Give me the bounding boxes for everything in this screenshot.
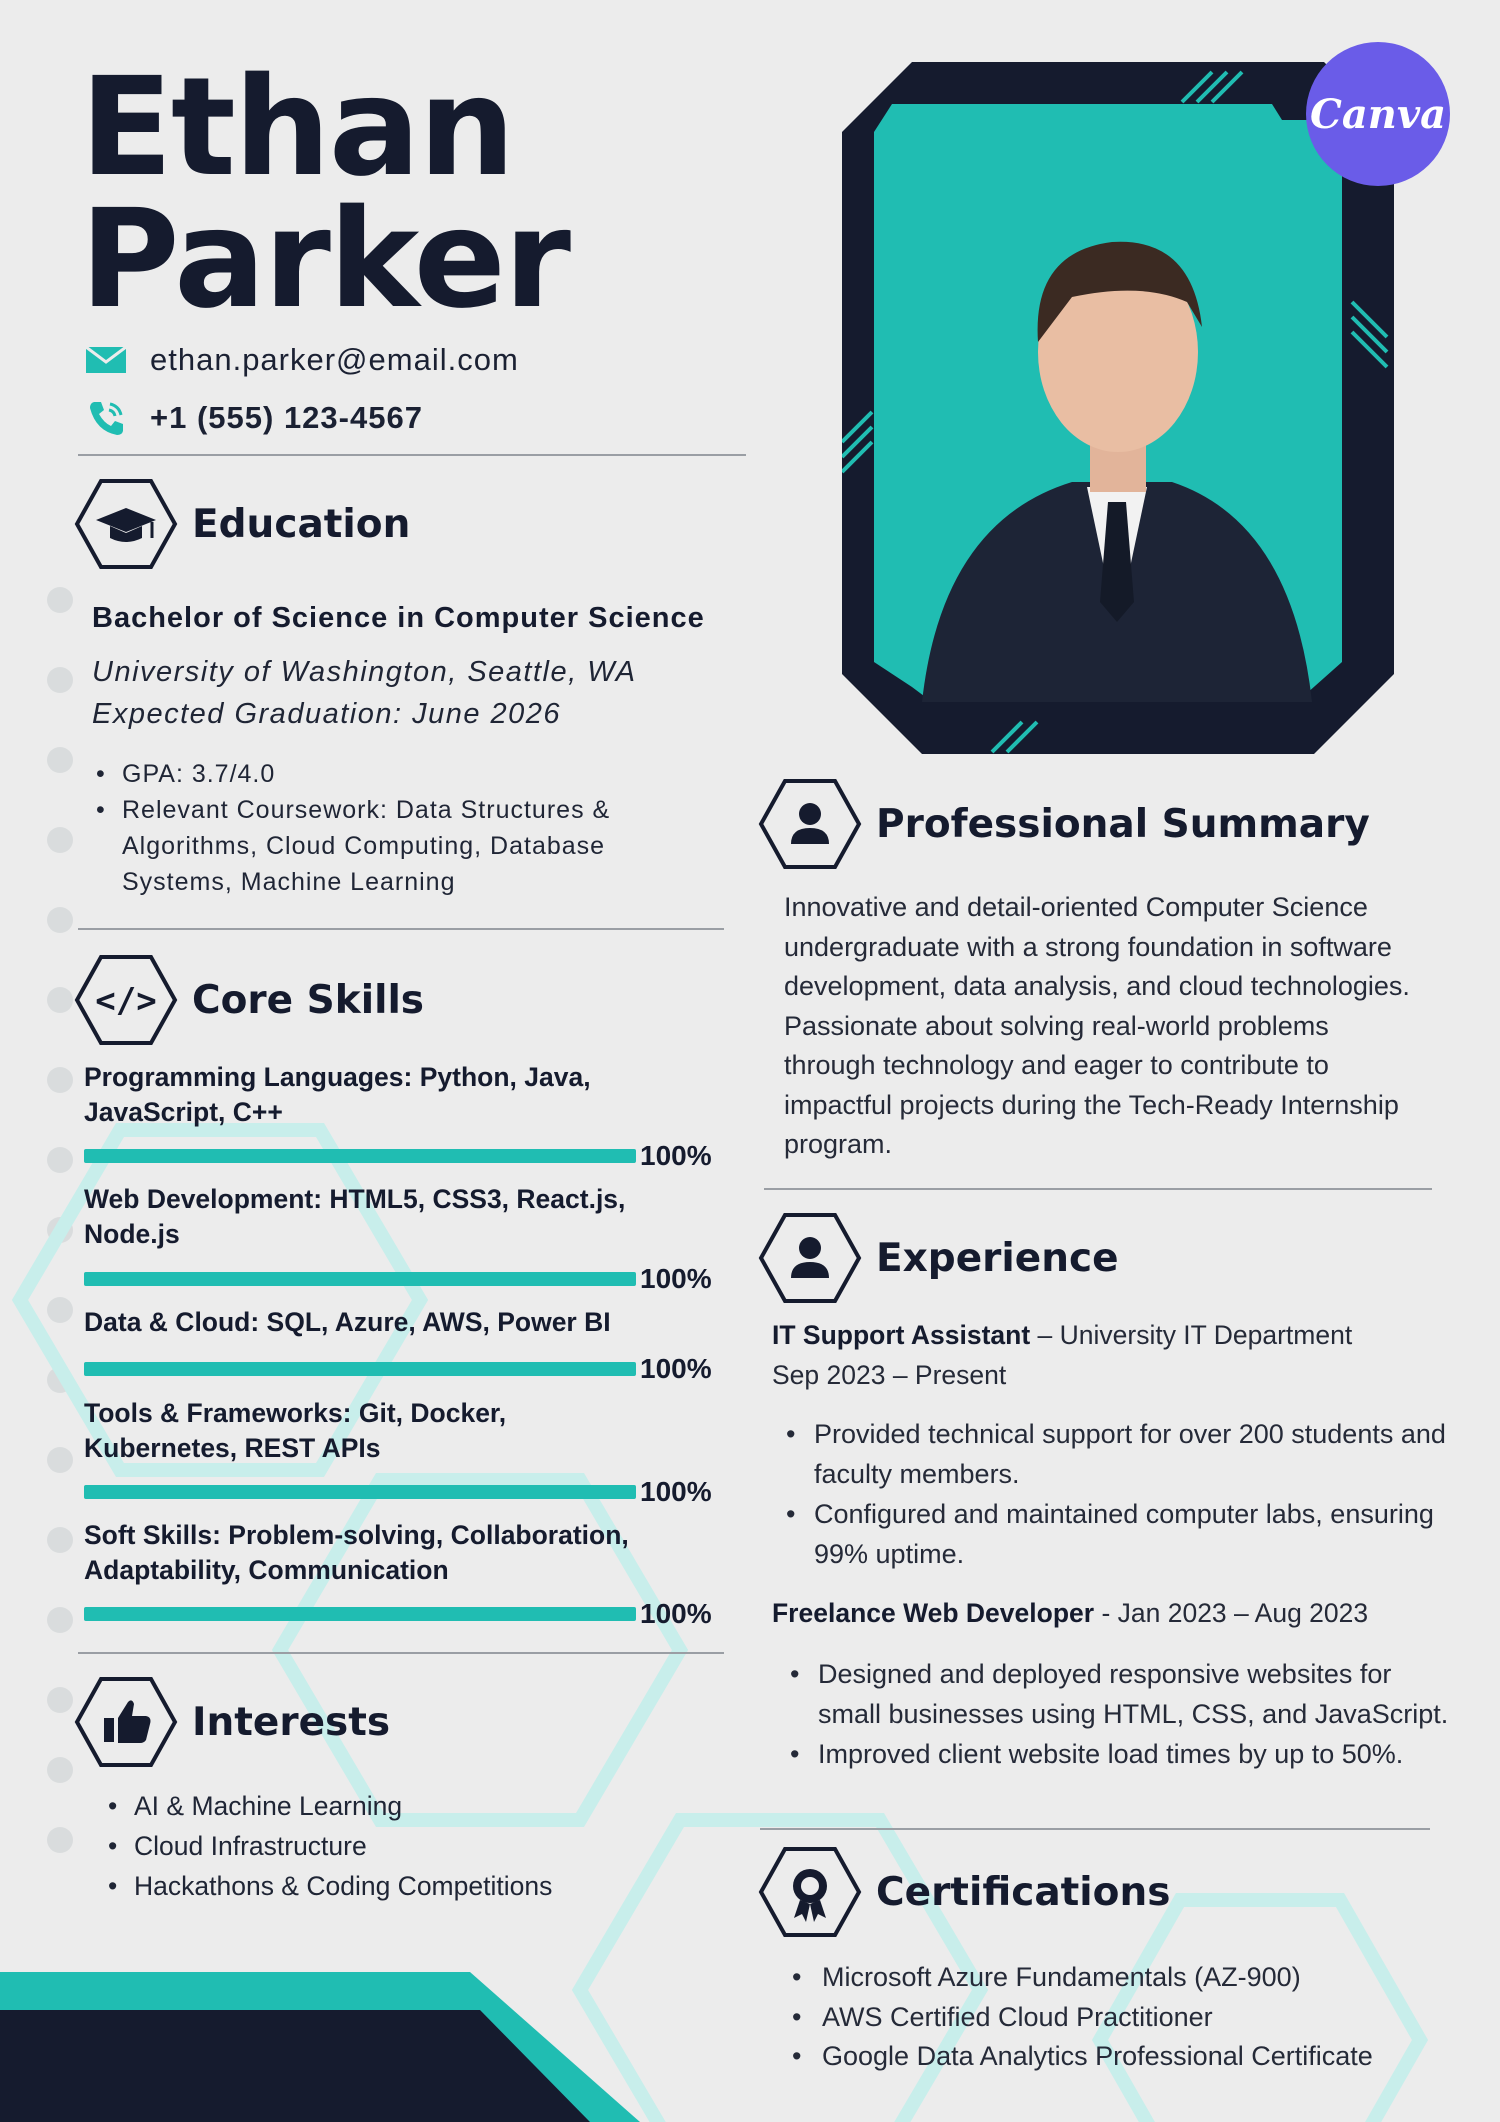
job-org: - Jan 2023 – Aug 2023 — [1094, 1598, 1369, 1628]
graduation-text: Expected Graduation: June 2026 — [92, 698, 562, 730]
job-bullets — [776, 1654, 1456, 1774]
certifications-list — [788, 1958, 1373, 2077]
job-title-line — [772, 1598, 1368, 1629]
skill-bar — [84, 1149, 636, 1163]
experience-header — [758, 1212, 1119, 1304]
skill-bar-fill — [84, 1607, 636, 1621]
job-role: Freelance Web Developer — [772, 1598, 1095, 1628]
list-item: • GPA: 3.7/4.0 — [92, 756, 692, 792]
summary-hex — [758, 778, 862, 870]
experience-title: Experience — [876, 1235, 1119, 1281]
experience-hex — [758, 1212, 862, 1304]
interests-title: Interests — [192, 1699, 391, 1745]
phone-text[interactable]: +1 (555) 123-4567 — [150, 400, 423, 435]
school-text: University of Washington, Seattle, WA — [92, 656, 637, 688]
skills-title: Core Skills — [192, 977, 425, 1023]
email-row — [84, 340, 519, 380]
list-item: • Provided technical support for over 200 students and faculty members. — [772, 1414, 1462, 1494]
phone-row — [84, 398, 423, 438]
email-text[interactable]: ethan.parker@email.com — [150, 342, 519, 377]
certifications-title: Certifications — [876, 1869, 1171, 1915]
list-item: • Configured and maintained computer labs, ensuring 99% uptime. — [772, 1494, 1462, 1574]
skill-bar — [84, 1607, 636, 1621]
interests-hex — [74, 1676, 178, 1768]
job-dates: Sep 2023 – Present — [772, 1360, 1007, 1390]
education-details — [92, 756, 692, 900]
degree-text: Bachelor of Science in Computer Science — [92, 602, 705, 634]
education-title: Education — [192, 501, 411, 547]
list-item: • Cloud Infrastructure — [104, 1826, 552, 1866]
skill-label: Tools & Frameworks: Git, Docker, Kubernetes, REST APIs — [84, 1398, 507, 1463]
certifications-header — [758, 1846, 1170, 1938]
skill-bar — [84, 1272, 636, 1286]
certifications-hex — [758, 1846, 862, 1938]
first-name: Ethan — [80, 49, 514, 207]
profile-photo — [842, 62, 1394, 754]
phone-icon — [84, 398, 128, 438]
summary-header — [758, 778, 1370, 870]
skill-bar — [84, 1485, 636, 1499]
job-role: IT Support Assistant — [772, 1320, 1031, 1350]
profile-photo-frame — [842, 62, 1394, 754]
list-item: • Google Data Analytics Professional Certificate — [788, 2037, 1373, 2077]
divider — [78, 928, 724, 930]
skill-percent: 100% — [640, 1140, 712, 1171]
divider — [78, 1652, 724, 1654]
skill-bar-fill — [84, 1149, 636, 1163]
summary-text: Innovative and detail-oriented Computer Science undergraduate with a strong foundation in software development, data analysis, and cloud technologies. Passionate about solving real-world problems through technology and eager to contribute to impactful projects during the Tech-Ready Internship program. — [784, 892, 1410, 1159]
skill-label: Programming Languages: Python, Java, JavaScript, C++ — [84, 1062, 591, 1127]
summary-title: Professional Summary — [876, 801, 1370, 847]
skill-percent: 100% — [640, 1598, 712, 1629]
last-name: Parker — [80, 181, 569, 339]
skill-label: Data & Cloud: SQL, Azure, AWS, Power BI — [84, 1307, 611, 1337]
list-item: • Hackathons & Coding Competitions — [104, 1866, 552, 1906]
skill-label: Web Development: HTML5, CSS3, React.js, Node.js — [84, 1184, 626, 1249]
canva-badge[interactable]: Canva — [1306, 42, 1450, 186]
skill-bar-fill — [84, 1485, 636, 1499]
skill-percent: 100% — [640, 1476, 712, 1507]
list-item: • Improved client website load times by up to 50%. — [776, 1734, 1456, 1774]
skill-bar — [84, 1362, 636, 1376]
job-bullets — [772, 1414, 1462, 1574]
interests-list — [104, 1786, 552, 1906]
skill-percent: 100% — [640, 1353, 712, 1384]
divider — [764, 1188, 1432, 1190]
list-item: • AI & Machine Learning — [104, 1786, 552, 1826]
skills-header — [74, 954, 424, 1046]
list-item: • Relevant Coursework: Data Structures & Algorithms, Cloud Computing, Database Systems, Machine Learning — [92, 792, 692, 900]
envelope-icon — [84, 340, 128, 380]
list-item: • Microsoft Azure Fundamentals (AZ-900) — [788, 1958, 1373, 1998]
divider — [760, 1828, 1430, 1830]
education-header — [74, 478, 410, 570]
list-item: • AWS Certified Cloud Practitioner — [788, 1998, 1373, 2038]
skill-bar-fill — [84, 1362, 636, 1376]
skills-hex — [74, 954, 178, 1046]
code-icon: </> — [95, 981, 157, 1021]
job-org: – University IT Department — [1030, 1320, 1353, 1350]
divider — [78, 454, 746, 456]
skill-label: Soft Skills: Problem-solving, Collaboration, Adaptability, Communication — [84, 1520, 629, 1585]
interests-header — [74, 1676, 390, 1768]
skill-percent: 100% — [640, 1263, 712, 1294]
name-heading — [80, 49, 569, 339]
job-title-line — [772, 1320, 1352, 1351]
list-item: • Designed and deployed responsive websites for small businesses using HTML, CSS, and JavaScript. — [776, 1654, 1456, 1734]
education-hex — [74, 478, 178, 570]
skill-bar-fill — [84, 1272, 636, 1286]
